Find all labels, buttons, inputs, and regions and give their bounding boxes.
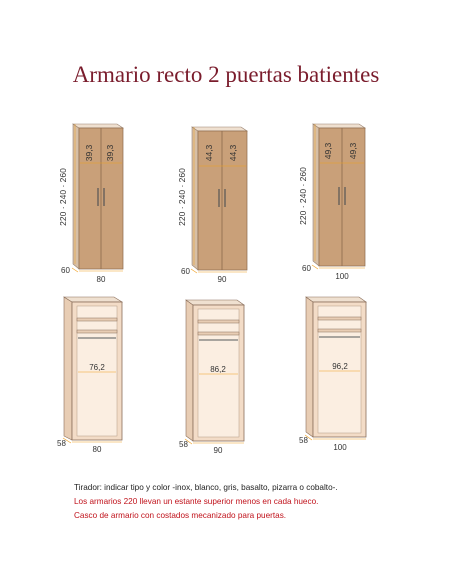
height-label: 220 · 240 · 260 — [298, 167, 308, 225]
wardrobe-closed-80 — [58, 124, 123, 284]
depth-label: 58 — [299, 436, 308, 445]
door-width-label: 49,3 — [323, 142, 333, 160]
width-label: 90 — [213, 446, 223, 455]
wardrobe-closed-100 — [298, 124, 365, 281]
door-width-label: 44,3 — [204, 144, 214, 162]
width-label: 80 — [92, 445, 102, 454]
width-label: 100 — [333, 443, 347, 452]
depth-label: 58 — [57, 439, 66, 448]
note-carcass: Casco de armario con costados mecanizado para puertas. — [74, 511, 287, 520]
width-label: 90 — [217, 275, 227, 284]
depth-label: 60 — [302, 264, 311, 273]
notes — [74, 481, 444, 523]
depth-label: 58 — [179, 440, 188, 449]
page-title: Armario recto 2 puertas batientes — [72, 62, 380, 87]
width-label: 80 — [96, 275, 106, 284]
door-width-label: 39,3 — [84, 144, 94, 162]
wardrobe-closed-90 — [177, 127, 247, 284]
height-label: 220 · 240 · 260 — [58, 168, 68, 226]
wardrobe-interior-90 — [179, 300, 244, 455]
inner-width-label: 96,2 — [332, 362, 348, 371]
inner-width-label: 86,2 — [210, 365, 226, 374]
note-shelf: Los armarios 220 llevan un estante superior menos en cada hueco. — [74, 497, 319, 506]
wardrobe-interior-80 — [57, 297, 122, 454]
width-label: 100 — [335, 272, 349, 281]
height-label: 220 · 240 · 260 — [177, 168, 187, 226]
wardrobe-interior-100 — [299, 297, 366, 452]
door-width-label: 44,3 — [228, 144, 238, 162]
depth-label: 60 — [61, 266, 70, 275]
door-width-label: 39,3 — [105, 144, 115, 162]
inner-width-label: 76,2 — [89, 363, 105, 372]
door-width-label: 49,3 — [348, 142, 358, 160]
note-handle: Tirador: indicar tipo y color -inox, blanco, gris, basalto, pizarra o cobalto-. — [74, 483, 338, 492]
depth-label: 60 — [181, 267, 190, 276]
